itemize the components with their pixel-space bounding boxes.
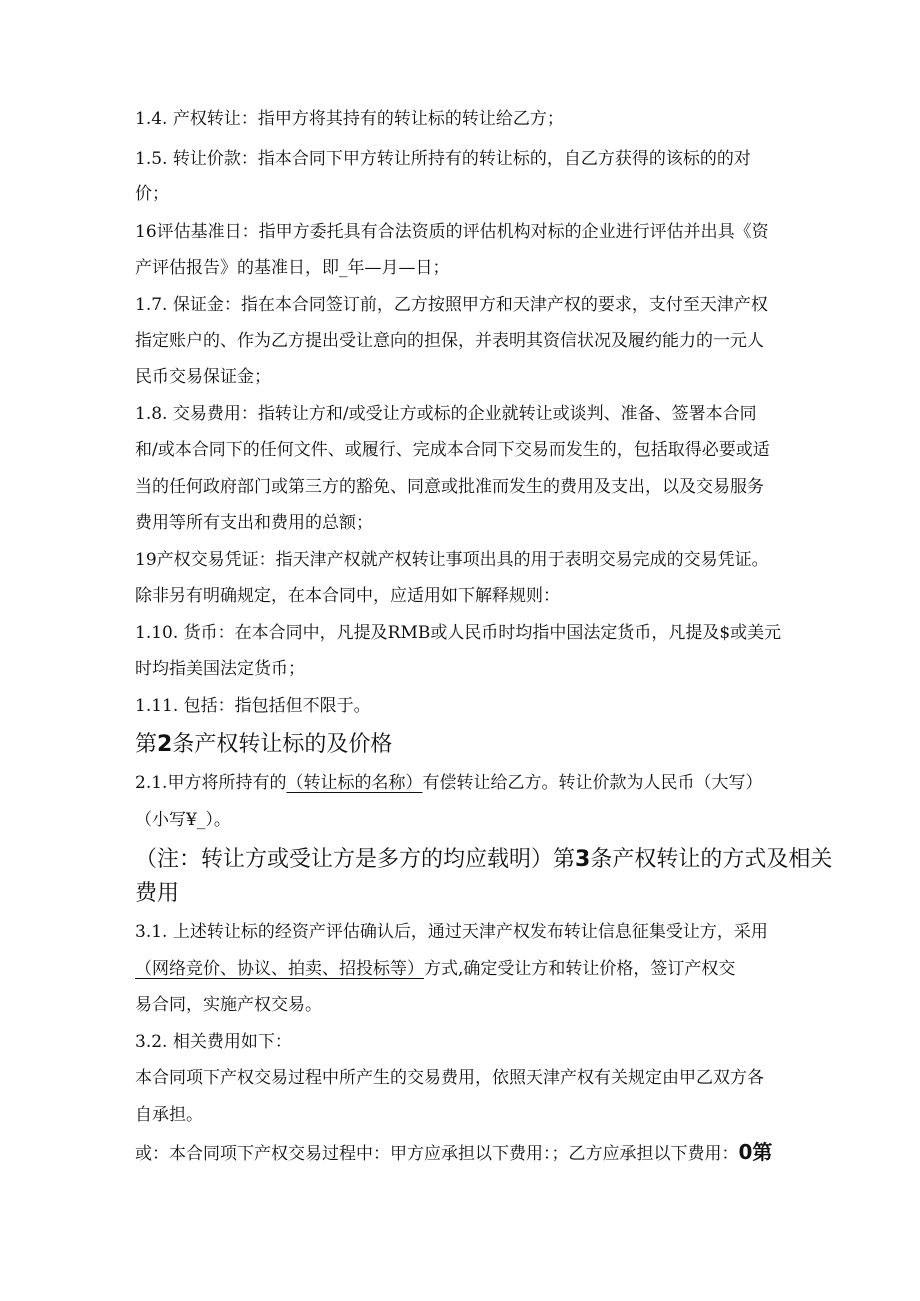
clause-1-7: 1.7. 保证金：指在本合同签订前，乙方按照甲方和天津产权的要求，支付至天津产权 — [135, 295, 768, 315]
clause-1-8-cont-1: 和/或本合同下的任何文件、或履行、完成本合同下交易而发生的，包括取得必要或适 — [135, 440, 770, 460]
clause-1-6-cont: 产评估报告》的基准日，即_年—月—日； — [135, 258, 450, 278]
clause-1-6: 16评估基准日：指甲方委托具有合法资质的评估机构对标的企业进行评估并出具《资 — [135, 222, 769, 242]
article-2-title: 条产权转让标的及价格 — [172, 732, 393, 757]
clause-3-1-cont-2: 易合同，实施产权交易。 — [135, 995, 322, 1015]
clause-3-2: 3.2. 相关费用如下： — [135, 1032, 292, 1052]
article-2-heading — [135, 731, 392, 759]
fees-alternative-end: 0第 — [738, 1140, 773, 1164]
clause-1-8-cont-3: 费用等所有支出和费用的总额； — [135, 513, 373, 533]
clause-3-1-cont-1-tail: 方式,确定受让方和转让价格，签订产权交 — [424, 959, 736, 979]
clause-1-11: 1.11. 包括：指包括但不限于。 — [135, 696, 371, 716]
clause-1-10: 1.10. 货币：在本合同中，凡提及RMB或人民币时均指中国法定货币，凡提及$或美元 — [135, 623, 782, 643]
clause-2-1-lead: 2.1.甲方将所持有的 — [135, 773, 287, 793]
clause-1-5-cont: 价； — [135, 184, 169, 204]
clause-2-1-tail: 有偿转让给乙方。转让价款为人民币（大写） — [422, 773, 763, 793]
clause-2-1-cont: （小写¥_）。 — [135, 810, 231, 830]
clause-3-1-cont-1 — [135, 958, 735, 980]
article-2-number: 2 — [157, 732, 173, 757]
clause-1-4: 1.4. 产权转让：指甲方将其持有的转让标的转让给乙方； — [135, 109, 564, 129]
transfer-method-blank: （网络竞价、协议、拍卖、招投标等） — [135, 959, 424, 979]
note-text: （注：转让方或受让方是多方的均应载明）第 — [135, 847, 576, 872]
clause-1-7-cont-1: 指定账户的、作为乙方提出受让意向的担保，并表明其资信状况及履约能力的一元人 — [135, 331, 764, 351]
clause-1-5: 1.5. 转让价款：指本合同下甲方转让所持有的转让标的，自乙方获得的该标的的对 — [135, 149, 751, 169]
clause-3-1: 3.1. 上述转让标的经资产评估确认后，通过天津产权发布转让信息征集受让方，采用 — [135, 922, 768, 942]
clause-1-9: 19产权交易凭证：指天津产权就产权转让事项出具的用于表明交易完成的交易凭证。 — [135, 550, 769, 570]
article-3-title-cont: 费用 — [135, 881, 180, 906]
clause-1-7-cont-2: 民币交易保证金； — [135, 367, 271, 387]
article-3-title: 条产权转让的方式及相关 — [590, 847, 833, 872]
clause-1-10-cont: 时均指美国法定货币； — [135, 659, 305, 679]
clause-2-1 — [135, 772, 762, 794]
fees-alternative — [135, 1141, 772, 1165]
article-2-prefix: 第 — [135, 732, 158, 757]
fees-paragraph: 本合同项下产权交易过程中所产生的交易费用，依照天津产权有关规定由甲乙双方各 — [135, 1068, 764, 1088]
clause-1-8: 1.8. 交易费用：指转让方和/或受让方或标的企业就转让或谈判、准备、签署本合同 — [135, 404, 757, 424]
fees-paragraph-cont: 自承担。 — [135, 1105, 203, 1125]
note-and-article-3-heading — [135, 846, 832, 874]
interpretation-rules: 除非另有明确规定，在本合同中，应适用如下解释规则： — [135, 586, 560, 606]
clause-1-8-cont-2: 当的任何政府部门或第三方的豁免、同意或批准而发生的费用及支出，以及交易服务 — [135, 477, 764, 497]
transfer-object-name-blank: （转让标的名称） — [286, 773, 423, 793]
fees-alternative-text: 或：本合同项下产权交易过程中：甲方应承担以下费用：；乙方应承担以下费用： — [135, 1144, 739, 1164]
article-3-number: 3 — [575, 847, 591, 872]
